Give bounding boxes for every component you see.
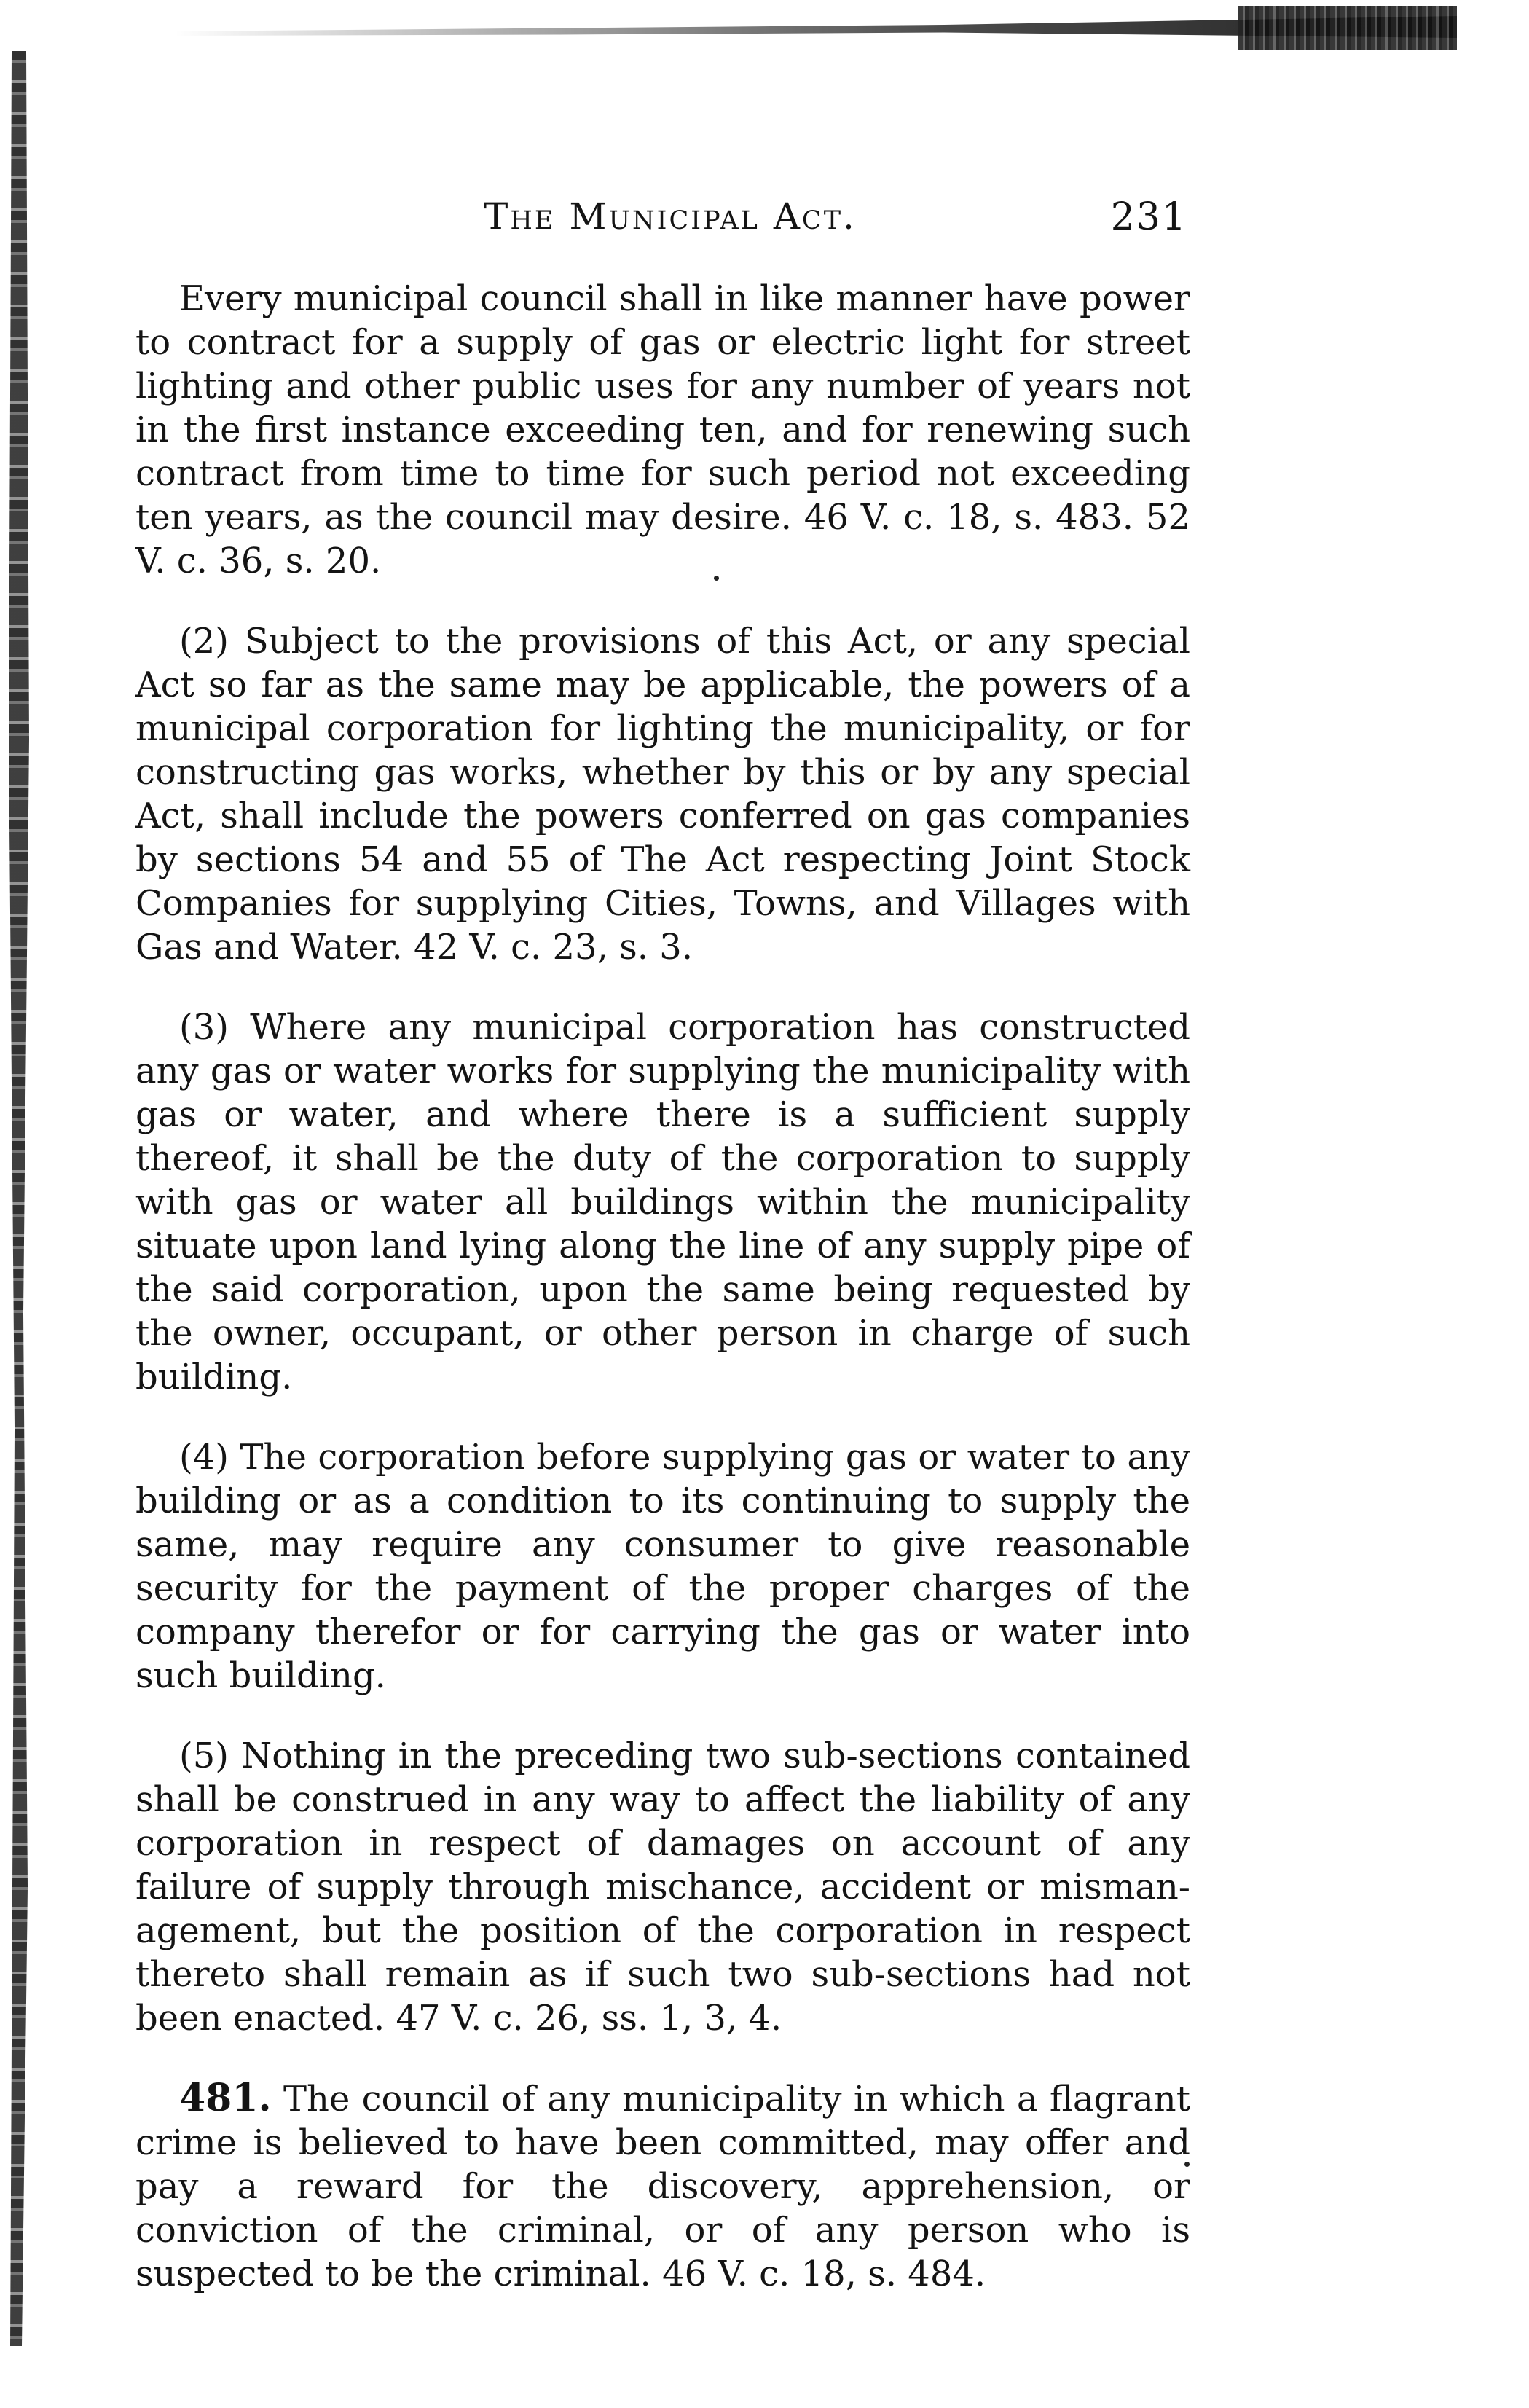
paragraph: (4) The corporation before supplying gas or water to any building or as a condition to its continuing to supply the same, may require any consumer to give reasonable security for the payment of the proper charges of the company therefor or for carrying the gas or water into such building. bbox=[135, 1437, 1190, 1696]
left-binding-edge bbox=[6, 51, 35, 2346]
page-body bbox=[135, 277, 1190, 2296]
page-header bbox=[138, 195, 1187, 254]
section-text: The council of any municipality in which a flagrant crime is believed to have been committed, may offer and pay a reward for the discovery, apprehension, or conviction of the criminal, or of any person who is suspected to be the criminal. 46 V. c. 18, s. 484. bbox=[135, 2079, 1190, 2294]
top-scan-artifact bbox=[1238, 6, 1457, 50]
paragraph: (3) Where any municipal corporation has constructed any gas or water works for supplying the municipality with gas or water, and where there is a sufficient supply thereof, it shall be the duty of the corporation to supply with gas or water all buildings within the municipality situate upon land lying along the line of any supply pipe of the said corporation, upon the same being requested by the owner, occupant, or other person in charge of such building. bbox=[135, 1007, 1190, 1397]
paragraph: (5) Nothing in the preceding two sub-sections contained shall be construed in any way to affect the liability of any corporation in respect of damages on account of any failure of supply through mischance, accident or mismanagement, but the position of the corporation in respect thereto shall remain as if such two sub-sections had not been enacted. 47 V. c. 26, ss. 1, 3, 4. bbox=[135, 1736, 1190, 2039]
section-481 bbox=[135, 2076, 1190, 2296]
paragraph: Every municipal council shall in like manner have power to contract for a supply of gas or electric light for street lighting and other public uses for any number of years not in the first instance exceeding ten, and for renewing such contract from time to time for such period not exceeding ten years, as the council may desire. 46 V. c. 18, s. 483. 52 V. c. 36, s. 20. bbox=[135, 278, 1190, 581]
section-number: 481. bbox=[179, 2076, 272, 2120]
running-head: The Municipal Act. bbox=[484, 195, 857, 238]
paragraph: (2) Subject to the provisions of this Act, or any special Act so far as the same may be applicable, the powers of a municipal corporation for lighting the municipality, or for constructing gas works, whether by this or by any special Act, shall include the powers conferred on gas companies by sections 54 and 55 of The Act respecting Joint Stock Companies for supplying Cities, Towns, and Villages with Gas and Water. 42 V. c. 23, s. 3. bbox=[135, 621, 1190, 968]
page-number: 231 bbox=[1110, 195, 1187, 239]
